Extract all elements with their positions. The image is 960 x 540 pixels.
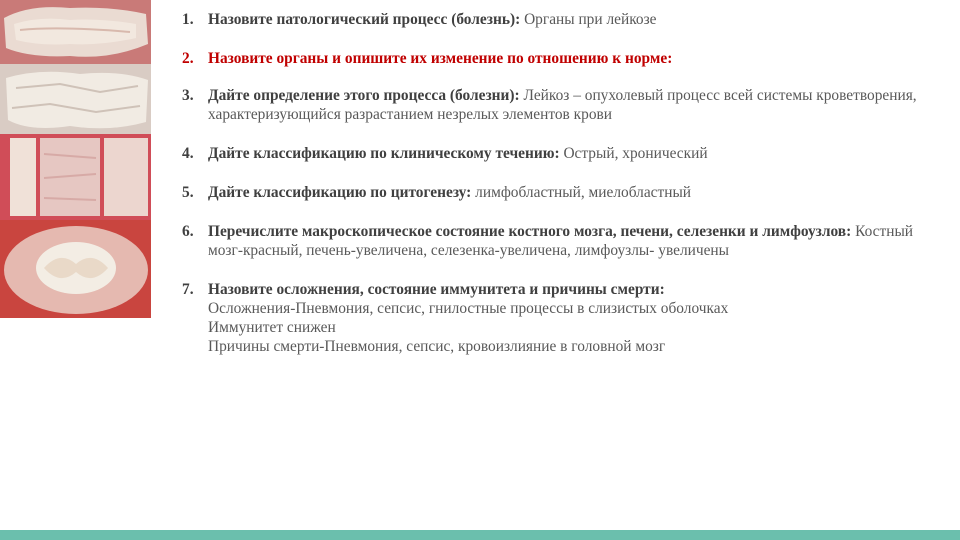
question-item (182, 49, 942, 68)
question-number: 7. (182, 281, 194, 298)
question-item (182, 183, 942, 202)
answer-line-complications: Осложнения-Пневмония, сепсис, гнилостные процессы в слизистых оболочках (208, 300, 729, 317)
specimen-photo-column (0, 0, 151, 318)
question-text: Дайте классификацию по клиническому течению: (208, 145, 560, 162)
question-number: 2. (182, 50, 194, 67)
question-text: Назовите органы и опишите их изменение по отношению к норме: (208, 50, 673, 67)
question-text: Назовите патологический процесс (болезнь): (208, 11, 521, 28)
spleen-specimen-photo (0, 134, 151, 220)
liver-specimen-icon (0, 64, 151, 134)
question-number: 4. (182, 145, 194, 162)
lymph-node-specimen-photo (0, 220, 151, 318)
question-number: 3. (182, 87, 194, 104)
question-text: Перечислите макроскопическое состояние костного мозга, печени, селезенки и лимфоузлов: (208, 223, 852, 240)
question-item (182, 86, 942, 124)
bone-marrow-specimen-photo (0, 0, 151, 64)
answer-line-causes-of-death: Причины смерти-Пневмония, сепсис, кровоизлияние в головной мозг (208, 338, 666, 355)
lymph-node-specimen-icon (0, 220, 151, 318)
question-item (182, 10, 942, 29)
question-text: Дайте определение этого процесса (болезни): (208, 87, 520, 104)
liver-specimen-photo (0, 64, 151, 134)
bottom-accent-bar (0, 530, 960, 540)
spleen-specimen-icon (0, 134, 151, 220)
answer-text: лимфобластный, миелобластный (471, 184, 692, 201)
question-item (182, 144, 942, 163)
question-item (182, 280, 942, 356)
answer-text: Органы при лейкозе (520, 11, 657, 28)
question-list (182, 10, 942, 356)
question-item (182, 222, 942, 260)
question-text: Назовите осложнения, состояние иммунитета и причины смерти: (208, 281, 665, 298)
question-text: Дайте классификацию по цитогенезу: (208, 184, 472, 201)
answer-text: Лейкоз – опухолевый процесс всей системы кроветворения, характеризующийся разрастанием незрелых элементов крови (208, 87, 917, 123)
answer-line-immunity: Иммунитет снижен (208, 319, 336, 336)
bone-marrow-specimen-icon (0, 0, 151, 64)
answer-text: Острый, хронический (559, 145, 708, 162)
question-number: 6. (182, 223, 194, 240)
answer-text: Костный мозг-красный, печень-увеличена, селезенка-увеличена, лимфоузлы- увеличены (208, 223, 914, 259)
question-number: 1. (182, 11, 194, 28)
question-number: 5. (182, 184, 194, 201)
